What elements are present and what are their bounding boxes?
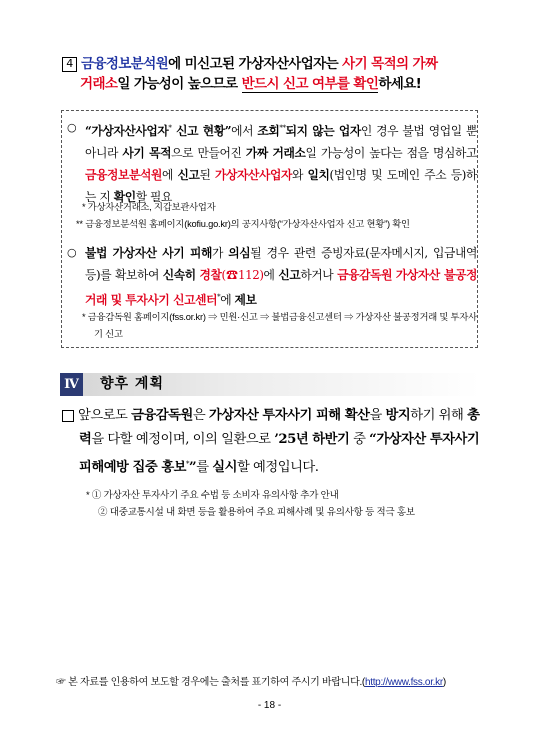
p1-kofiu: 금융정보분석원 <box>85 168 162 182</box>
p2-text-i: 에 <box>263 268 279 282</box>
p1-text-c: 에서 <box>231 124 258 138</box>
mp-all-efforts: 총력 <box>79 408 480 447</box>
p1-verify: 확인 <box>113 190 136 204</box>
bullet-circle: ○ <box>67 246 77 259</box>
p2-text-o: 에 <box>220 293 235 307</box>
headline-scam-warning: 사기 목적의 가짜 <box>342 56 438 72</box>
p1-text-r: (법인명 및 도메인 주소 등)하는 지 <box>85 168 477 204</box>
p1-scam-purpose: 사기 목적 <box>122 146 172 160</box>
p1-reg-status-title: “가상자산사업자 <box>85 124 169 138</box>
mp-sup: * <box>186 460 190 468</box>
box-paragraph-1 <box>67 117 477 208</box>
mp-conduct: 실시 <box>212 460 237 475</box>
p2-scam-damage: 불법 가상자산 사기 피해 <box>85 246 212 260</box>
p2-report: 신고 <box>278 268 301 282</box>
p1-unlisted-operator: 되지 않는 업자 <box>285 124 361 138</box>
box-footnote-3-text: * 금융감독원 홈페이지(fss.or.kr) ⇒ 민원·신고 ⇒ 불법금융신고센터 ⇒ 가상자산 불공정거래 및 투자사기 신고 <box>82 312 477 339</box>
mp-text-a: 앞으로도 <box>78 408 132 423</box>
section-4-headline <box>62 54 482 94</box>
section-number-badge: Ⅳ <box>60 373 83 396</box>
p2-text-b: 가 <box>211 246 229 260</box>
p1-text-h: 으로 만들어진 <box>171 146 246 160</box>
p2-fss: 금융감독원 <box>337 268 393 282</box>
headline-text-1: 에 미신고된 가상자산사업자는 <box>168 56 343 72</box>
headline-fake-exchange: 거래소 <box>80 76 118 92</box>
mp-prevent: 방지 <box>385 408 411 423</box>
p1-fake-exchange: 가짜 거래소 <box>245 146 306 160</box>
mp-campaign: “가상자산 투자사기 피해예방 집중 홍보 <box>79 432 480 475</box>
p2-police: 경찰 <box>199 268 222 282</box>
mp-damage-spread: 가상자산 투자사기 피해 확산 <box>208 408 370 423</box>
p2-promptly: 신속히 <box>162 268 196 282</box>
mp-text-g: 하기 위해 <box>410 408 468 423</box>
p1-lookup: 조회 <box>257 124 280 138</box>
mp-text-i: 을 다할 예정이며, 이의 일환으로 <box>91 432 275 447</box>
p1-match: 일치 <box>307 168 330 182</box>
checkbox-bullet-icon <box>62 410 74 422</box>
mp-text-c: 은 <box>192 408 209 423</box>
headline-text-2: 일 가능성이 높으므로 <box>117 76 242 92</box>
mp-close-quote: ” <box>189 460 197 475</box>
p1-text-f: 인 경우 불법 영업일 뿐 아니라 <box>85 124 477 160</box>
plan-footnote-1: * ① 가상자산 투자사기 주요 수법 등 소비자 유의사항 추가 안내 <box>86 490 339 501</box>
mp-fss: 금융감독원 <box>131 408 193 423</box>
p2-tip-off: 제보 <box>234 293 257 307</box>
headline-text-3: 하세요! <box>378 76 422 92</box>
plan-footnote-2: ② 대중교통시설 내 화면 등을 활용하여 주요 피해사례 및 유의사항 등 적극 홍보 <box>98 507 415 518</box>
future-plan-paragraph <box>62 404 482 480</box>
section-header <box>60 373 480 396</box>
p1-text-j: 일 가능성이 높다는 점을 명심하고 <box>305 146 477 160</box>
source-note-close: ) <box>442 677 446 688</box>
mp-text-k: 중 <box>349 432 370 447</box>
p1-report: 신고 <box>177 168 200 182</box>
p2-police-phone: (☎112) <box>221 268 264 282</box>
p1-vasp: 가상자산사업자 <box>215 168 292 182</box>
mp-text-p: 할 예정입니다. <box>236 460 319 475</box>
fss-website-link[interactable]: http://www.fss.or.kr <box>364 677 443 688</box>
box-footnote-2: ** 금융정보분석원 홈페이지(kofiu.go.kr)의 공지사항(“가상자산사업자 신고 현황”) 확인 <box>76 219 410 229</box>
source-note <box>56 673 486 688</box>
p1-text-t: 할 필요 <box>135 190 173 204</box>
source-note-text: ☞ 본 자료를 인용하여 보도할 경우에는 출처를 표기하여 주시기 바랍니다.( <box>56 677 365 688</box>
p2-text-k: 하거나 <box>300 268 338 282</box>
p1-sup-1: * <box>168 124 172 132</box>
p2-sup: * <box>217 293 221 301</box>
p1-text-n: 된 <box>199 168 216 182</box>
mp-second-half: ’25년 하반기 <box>274 432 350 447</box>
mp-text-e: 을 <box>369 408 386 423</box>
p2-report-center: 가상자산 불공정거래 및 투자사기 신고센터 <box>85 268 477 307</box>
page-number: - 18 - <box>257 700 282 711</box>
box-footnote-3 <box>82 309 478 343</box>
headline-verify-notice: 반드시 신고 여부를 확인 <box>241 76 379 92</box>
headline-kofiu: 금융정보분석원 <box>81 56 169 72</box>
item-number-box: 4 <box>62 57 77 72</box>
mp-text-n: 를 <box>196 460 213 475</box>
bullet-circle: ○ <box>67 121 77 134</box>
p1-sup-2: ** <box>279 124 286 132</box>
p1-reg-status-title-2: 신고 현황” <box>171 124 232 138</box>
box-paragraph-2 <box>67 242 477 311</box>
box-footnote-1: * 가상자산거래소, 지갑보관사업자 <box>82 202 216 212</box>
section-title: 향후 계획 <box>100 376 164 392</box>
p2-suspect: 의심 <box>228 246 251 260</box>
p1-text-l: 에 <box>161 168 178 182</box>
p1-text-p: 와 <box>292 168 308 182</box>
p2-text-d: 될 경우 관련 증빙자료(문자메시지, 입금내역 등)를 확보하여 <box>85 246 477 282</box>
